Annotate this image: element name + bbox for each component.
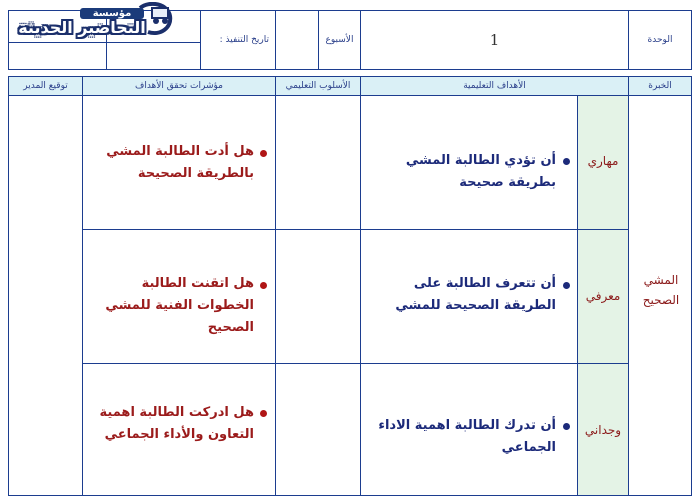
objective-text-1: أن تؤدي الطالبة المشي بطريقة صحيحة [405, 153, 556, 190]
week-label: الأسبوع [325, 35, 354, 45]
objective-text-2: أن تتعرف الطالبة على الطريقة الصحيحة للمشي [395, 276, 556, 313]
header-experience-label: الخبرة [648, 81, 672, 91]
exec-date-label-cell [200, 10, 276, 70]
header-indicators [82, 76, 276, 96]
indicator-text-1: هل أدت الطالبة المشي بالطريقة الصحيحة [106, 144, 254, 181]
logo-line1: مؤسسة [80, 8, 144, 19]
unit-value: 1 [489, 31, 500, 49]
header-experience [628, 76, 692, 96]
bullet-icon [260, 410, 267, 417]
domain-label-1: مهاري [587, 154, 619, 168]
unit-label-cell [628, 10, 692, 70]
domain-label-3: وجداني [584, 423, 622, 437]
indicator-text-3: هل ادركت الطالبة اهمية التعاون والأداء الجماعي [99, 405, 254, 442]
header-indicators-label: مؤشرات تحقق الأهداف [135, 81, 223, 91]
header-objectives-label: الأهداف التعليمية [463, 81, 526, 91]
method-cell-2 [275, 229, 361, 364]
unit-value-cell [360, 10, 629, 70]
bullet-icon [260, 282, 267, 289]
signature-cell [8, 95, 83, 496]
exec-date-label: تاريخ التنفيذ : [219, 35, 269, 45]
method-cell-3 [275, 363, 361, 496]
week-value-cell [275, 10, 319, 70]
logo-line2: التحاضير الحديثة [18, 18, 146, 37]
logo [0, 2, 180, 46]
indicator-text-2: هل اتقنت الطالبة الخطوات الفنية للمشي الصحيح [105, 276, 254, 335]
header-signature-label: توقيع المدير [23, 81, 68, 91]
header-principal-signature [8, 76, 83, 96]
header-method [275, 76, 361, 96]
bullet-icon [563, 423, 570, 430]
header-method-label: الأسلوب التعليمي [285, 81, 351, 91]
method-cell-1 [275, 95, 361, 230]
domain-label-2: معرفي [585, 289, 621, 303]
header-objectives [360, 76, 629, 96]
bullet-icon [260, 150, 267, 157]
bullet-icon [563, 158, 570, 165]
bullet-icon [563, 282, 570, 289]
experience-name: المشي الصحيح [642, 273, 680, 307]
unit-label: الوحدة [647, 35, 673, 45]
week-label-cell [318, 10, 361, 70]
objective-text-3: أن تدرك الطالبة اهمية الاداء الجماعي [378, 418, 556, 455]
